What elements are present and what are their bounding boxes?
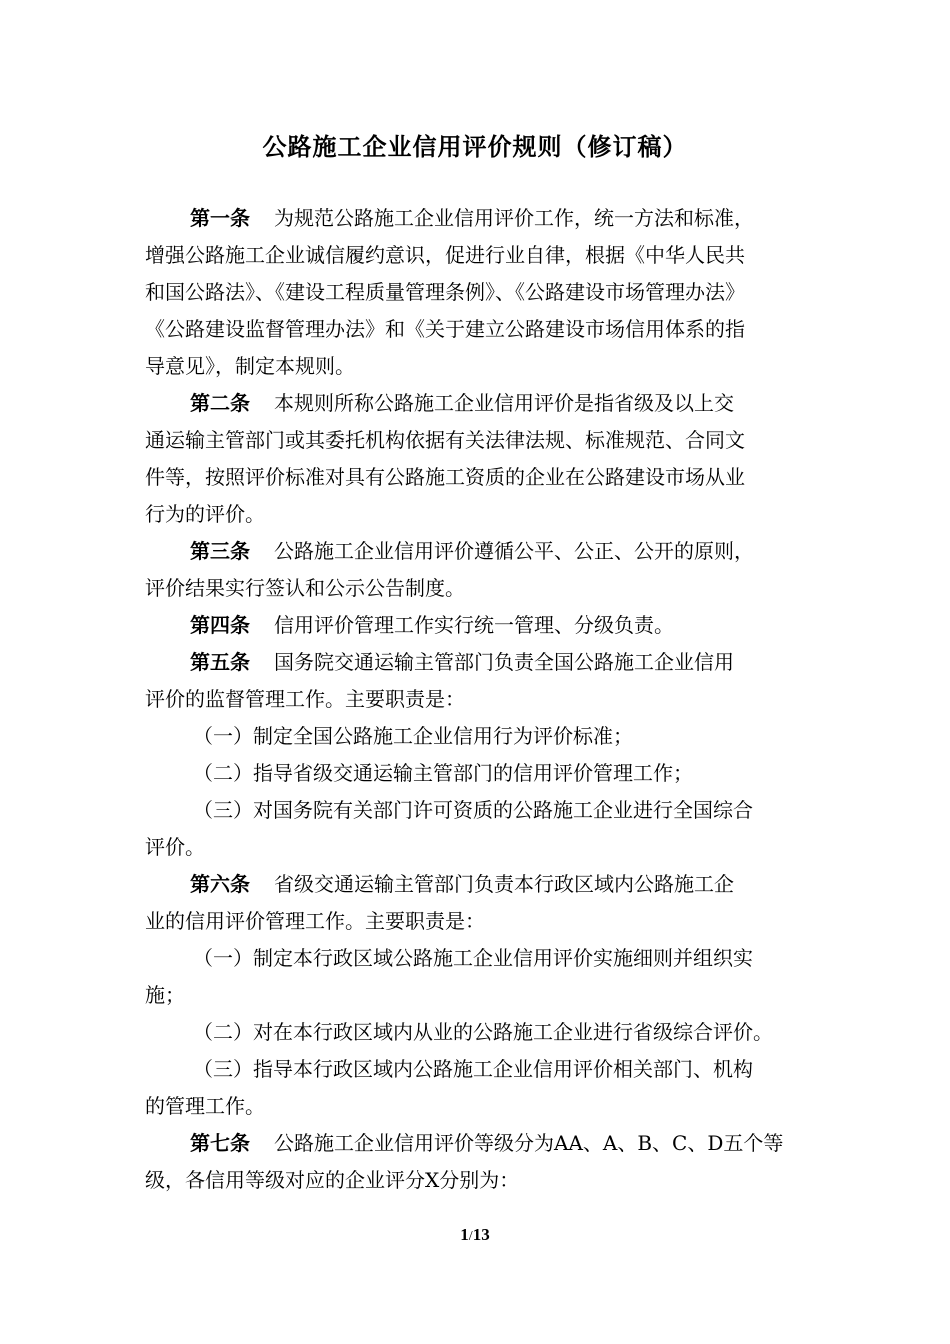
paragraph-text: 业的信用评价管理工作。主要职责是： xyxy=(145,909,485,933)
paragraph-line xyxy=(145,311,835,348)
paragraph-line xyxy=(145,422,835,459)
paragraph-line xyxy=(145,903,835,940)
paragraph-text: 评价的监督管理工作。主要职责是： xyxy=(145,687,465,711)
paragraph-text: 为规范公路施工企业信用评价工作，统一方法和标准， xyxy=(274,206,754,230)
article-number: 第六条 xyxy=(190,872,250,896)
paragraph-line xyxy=(145,237,835,274)
paragraph-text: 公路施工企业信用评价遵循公平、公正、公开的原则， xyxy=(274,539,754,563)
paragraph-text: 国务院交通运输主管部门负责全国公路施工企业信用 xyxy=(274,650,734,674)
article-number: 第一条 xyxy=(190,206,250,230)
paragraph-text: （一）制定本行政区域公路施工企业信用评价实施细则并组织实 xyxy=(193,946,753,970)
paragraph-line xyxy=(145,348,835,385)
paragraph-line xyxy=(145,496,835,533)
paragraph-text: 公路施工企业信用评价等级分为AA、A、B、C、D五个等 xyxy=(274,1131,784,1155)
paragraph-text: 增强公路施工企业诚信履约意识，促进行业自律，根据《中华人民共 xyxy=(145,243,745,267)
paragraph-text: （二）对在本行政区域内从业的公路施工企业进行省级综合评价。 xyxy=(193,1020,773,1044)
list-item-line xyxy=(145,1051,835,1088)
paragraph-line xyxy=(145,459,835,496)
paragraph-text: 行为的评价。 xyxy=(145,502,265,526)
article-number: 第五条 xyxy=(190,650,250,674)
paragraph-text: 信用评价管理工作实行统一管理、分级负责。 xyxy=(274,613,674,637)
article-number: 第七条 xyxy=(190,1131,250,1155)
paragraph-text: 施； xyxy=(145,983,185,1007)
paragraph-line xyxy=(145,274,835,311)
article-line xyxy=(145,644,835,681)
article-line xyxy=(145,866,835,903)
paragraph-line xyxy=(145,1088,835,1125)
article-line xyxy=(145,385,835,422)
paragraph-line xyxy=(145,681,835,718)
document-title: 公路施工企业信用评价规则（修订稿） xyxy=(262,133,688,161)
paragraph-text: 省级交通运输主管部门负责本行政区域内公路施工企 xyxy=(274,872,734,896)
paragraph-text: 的管理工作。 xyxy=(145,1094,265,1118)
paragraph-text: （三）指导本行政区域内公路施工企业信用评价相关部门、机构 xyxy=(193,1057,753,1081)
article-number: 第四条 xyxy=(190,613,250,637)
paragraph-text: 评价。 xyxy=(145,835,205,859)
paragraph-line xyxy=(145,1162,835,1199)
paragraph-text: 和国公路法》、《建设工程质量管理条例》、《公路建设市场管理办法》 xyxy=(145,280,745,304)
paragraph-text: 导意见》，制定本规则。 xyxy=(145,354,355,378)
list-item-line xyxy=(145,940,835,977)
paragraph-text: （一）制定全国公路施工企业信用行为评价标准； xyxy=(193,724,633,748)
paragraph-text: 评价结果实行签认和公示公告制度。 xyxy=(145,576,465,600)
list-item-line xyxy=(145,718,835,755)
article-line xyxy=(145,200,835,237)
paragraph-text: 级，各信用等级对应的企业评分X分别为： xyxy=(145,1168,520,1192)
article-line xyxy=(145,1125,835,1162)
page-number xyxy=(0,1225,950,1245)
article-line xyxy=(145,607,835,644)
paragraph-line xyxy=(145,570,835,607)
paragraph-text: 本规则所称公路施工企业信用评价是指省级及以上交 xyxy=(274,391,734,415)
paragraph-text: 通运输主管部门或其委托机构依据有关法律法规、标准规范、合同文 xyxy=(145,428,745,452)
paragraph-line xyxy=(145,829,835,866)
paragraph-text: （二）指导省级交通运输主管部门的信用评价管理工作； xyxy=(193,761,693,785)
total-page-count: 13 xyxy=(472,1225,490,1244)
list-item-line xyxy=(145,792,835,829)
document-body xyxy=(145,200,835,1199)
page-separator: / xyxy=(468,1229,473,1244)
article-number: 第二条 xyxy=(190,391,250,415)
current-page-number: 1 xyxy=(460,1225,469,1244)
paragraph-text: 件等，按照评价标准对具有公路施工资质的企业在公路建设市场从业 xyxy=(145,465,745,489)
list-item-line xyxy=(145,755,835,792)
paragraph-text: （三）对国务院有关部门许可资质的公路施工企业进行全国综合 xyxy=(193,798,753,822)
paragraph-text: 《公路建设监督管理办法》和《关于建立公路建设市场信用体系的指 xyxy=(145,317,745,341)
article-number: 第三条 xyxy=(190,539,250,563)
article-line xyxy=(145,533,835,570)
list-item-line xyxy=(145,1014,835,1051)
paragraph-line xyxy=(145,977,835,1014)
